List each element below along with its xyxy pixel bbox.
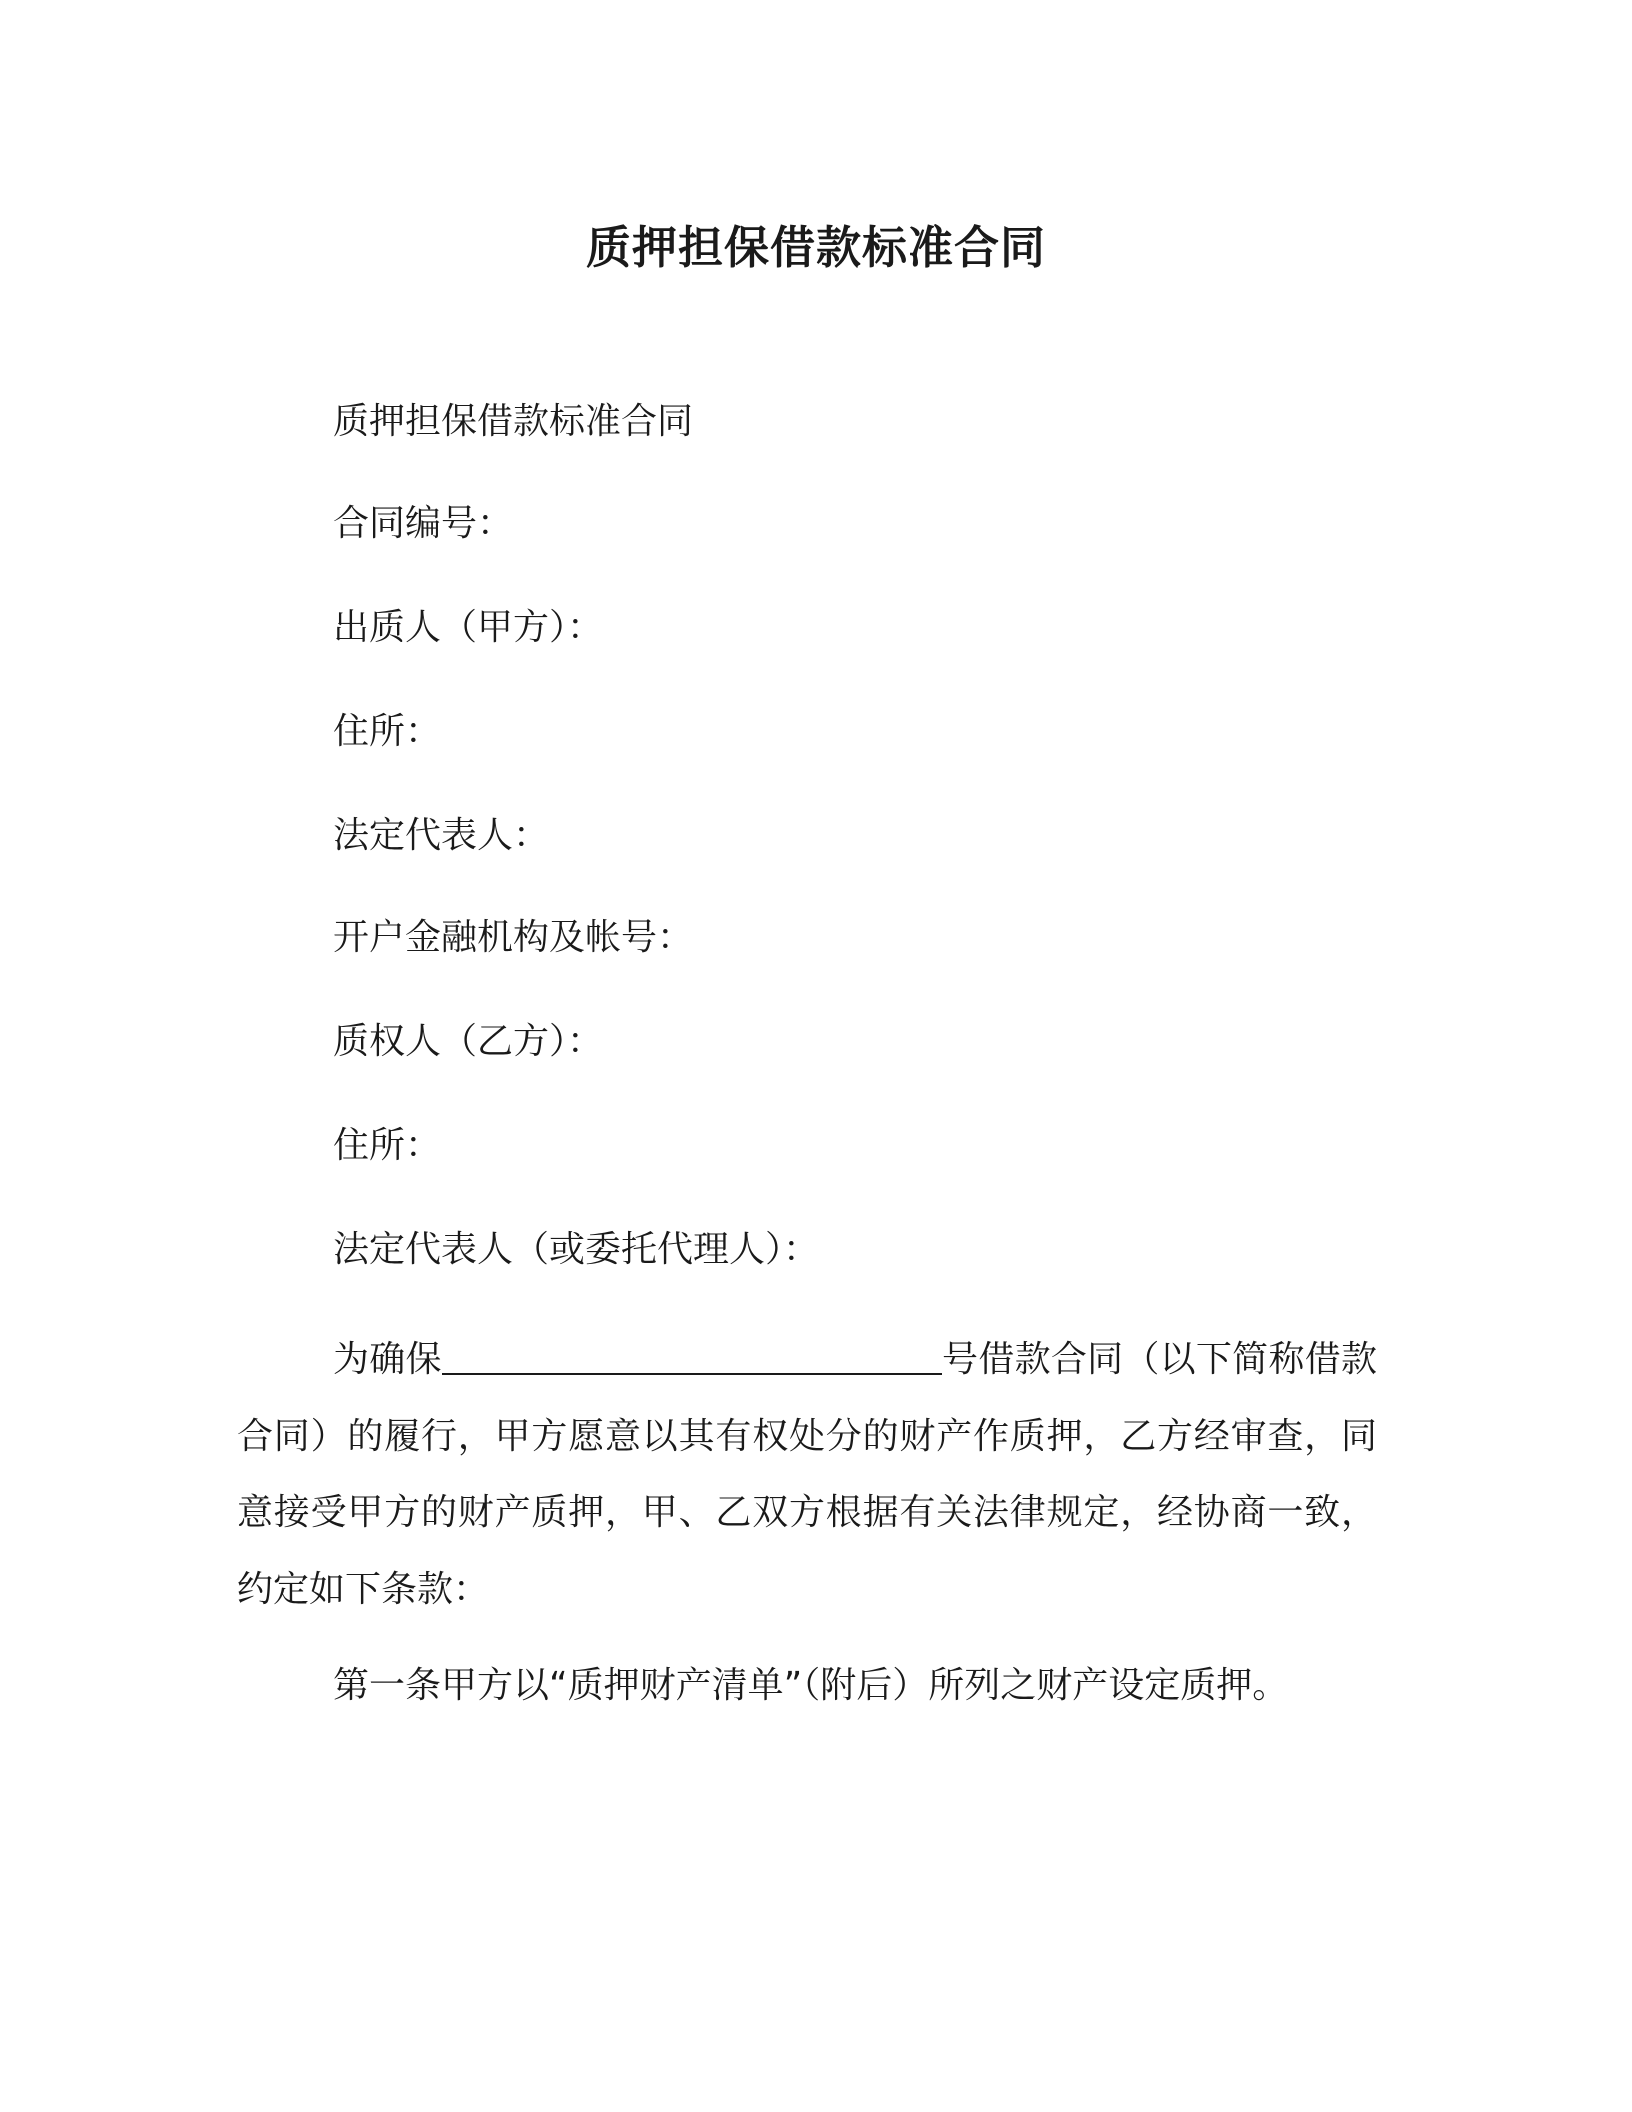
- article-1: 第一条甲方以“质押财产清单”（附后）所列之财产设定质押。: [333, 1665, 1289, 1706]
- loan-contract-number-blank: [442, 1337, 942, 1375]
- document-subtitle: 质押担保借款标准合同: [333, 401, 694, 442]
- document-title: 质押担保借款标准合同: [585, 221, 1046, 274]
- contract-number-label: 合同编号：: [333, 503, 514, 544]
- preamble-before-blank: 为确保: [333, 1339, 442, 1380]
- preamble-after-blank: 号借款合同（以下简称借款合同）的履行，甲方愿意以其有权处分的财产作质押，乙方经审查，同意接受甲方的财产质押，甲、乙双方根据有关法律规定，经协商一致，约定如下条款：: [237, 1339, 1377, 1610]
- pledgor-legal-rep-label: 法定代表人：: [333, 815, 550, 856]
- pledgee-legal-rep-label: 法定代表人（或委托代理人）：: [333, 1229, 820, 1270]
- preamble-paragraph: [237, 1322, 1377, 1628]
- bank-account-label: 开户金融机构及帐号：: [333, 917, 694, 958]
- pledgee-address-label: 住所：: [333, 1125, 442, 1166]
- pledgee-label: 质权人（乙方）：: [333, 1021, 604, 1062]
- pledgor-address-label: 住所：: [333, 711, 442, 752]
- pledgor-label: 出质人（甲方）：: [333, 607, 604, 648]
